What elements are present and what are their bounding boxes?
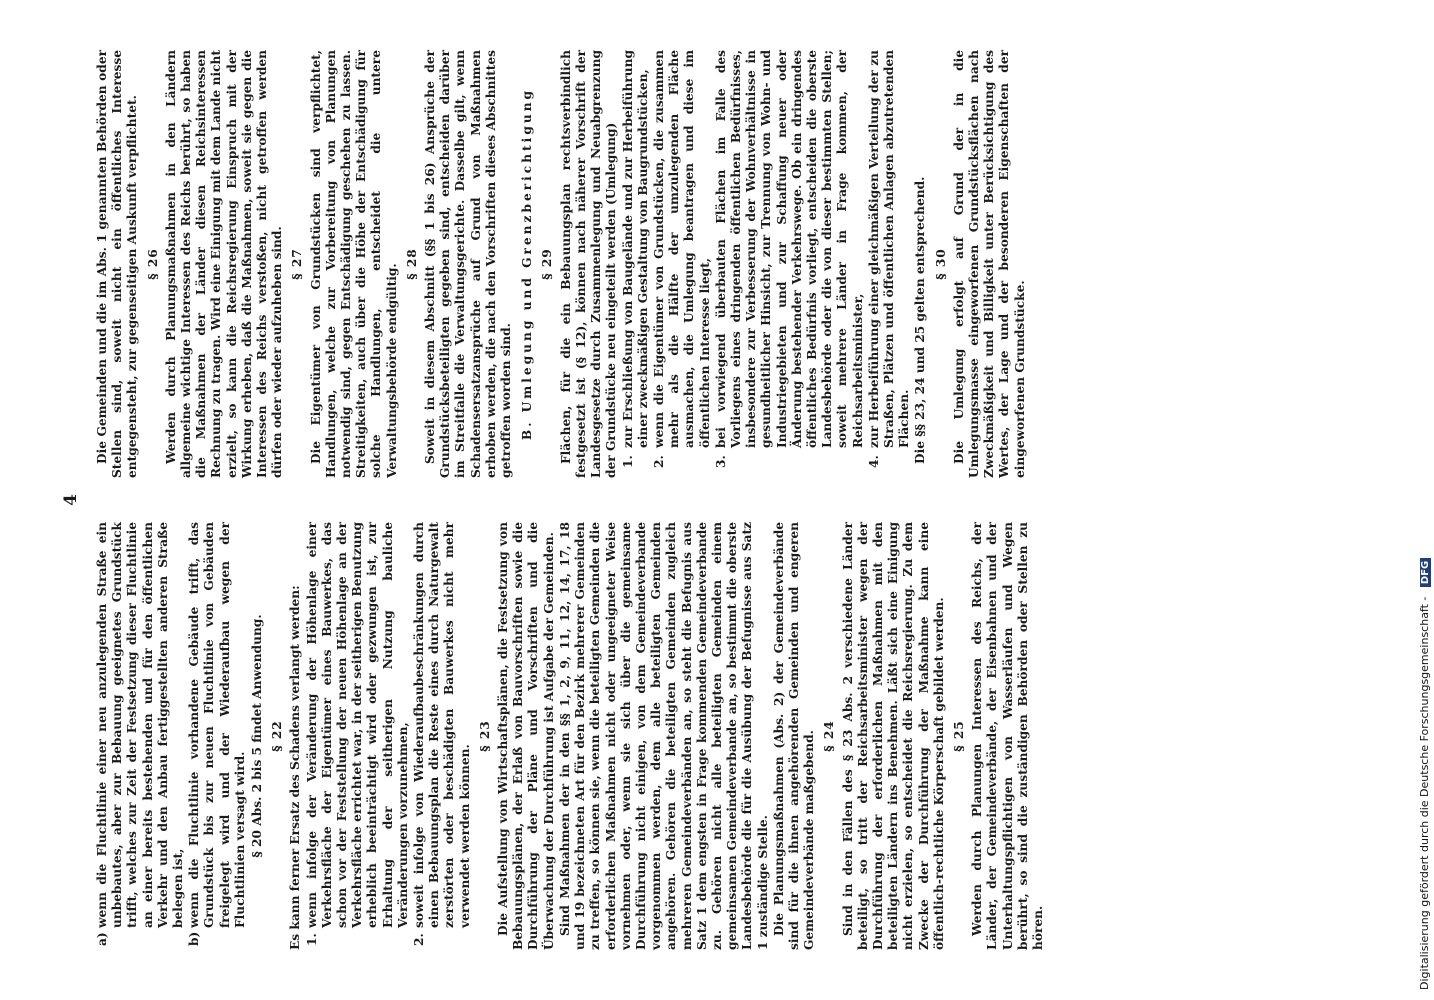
list-item-2 (652, 50, 713, 478)
reference-line: § 20 Abs. 2 bis 5 findet Anwendung. (250, 614, 265, 858)
list-text: zur Erschließung von Baugelände und zur Herbeiführung einer zweckmäßigen Gestaltung von Baugrundstücken, (620, 50, 650, 448)
list-marker: a) (95, 932, 109, 946)
page-number: 4 (61, 494, 81, 506)
list-text: wenn die Eigentümer von Grundstücken, die zusammen mehr als die Hälfte der umzulegenden Fläche ausmachen, die Umlegung beantragen und diese im öffentlichen Interesse liegt, (651, 50, 712, 448)
list-text: soweit infolge von Wiederaufbaubeschränkungen durch einen Bebauungsplan die Reste eines durch Naturgewalt zerstörten oder beschädigten Bauwerkes nicht mehr verwendet werden können. (412, 522, 472, 928)
list-text: wenn infolge der Veränderung der Höhenlage einer Verkehrsfläche der Eigentümer eines Bauwerkes, das schon vor der Feststellung der neuen Höhenlage an der Verkehrsfläche errichtet war, in der seitherigen Benutzung erheblich beeinträchtigt wird oder gezwungen ist, zur Erhaltung der seitherigen Nutzung bauliche Veränderungen vorzunehmen, (304, 522, 410, 928)
paragraph: Soweit in diesem Abschnitt (§§ 1 bis 26) Ansprüche der Grundstücksbeteiligten gegeben sind, entscheiden darüber im Streitfalle die Verwaltungsgerichte. Dasselbe gilt, wenn Schadensersatzansprüche auf Grund von Maßnahmen erhoben werden, die nach den Vorschriften dieses Abschnittes getroffen worden sind. (423, 50, 514, 478)
list-item-2 (412, 522, 473, 950)
digitization-text: Digitalisierung gefördert durch die Deutsche Forschungsgemeinschaft - (1418, 596, 1431, 990)
list-marker: 4. (866, 455, 881, 468)
list-marker: b) (187, 931, 202, 946)
paragraph: Es kann ferner Ersatz des Schadens verlangt werden: (288, 585, 303, 950)
section-heading-29: § 29 (540, 248, 555, 280)
list-item-b (187, 522, 248, 950)
section-heading-28: § 28 (404, 248, 419, 280)
list-marker: 1. (304, 933, 319, 946)
digitization-note (1418, 10, 1431, 990)
list-text: wenn die Fluchtlinie vorhandene Gebäude trifft, das Grundstück bis zur neuen Fluchtlinie von Gebäuden freigelegt wird und der Wiederaufbau wegen der Fluchtlinien versagt wird. (187, 522, 247, 928)
list-item-4 (867, 50, 913, 478)
rotated-print-page (55, 50, 1434, 950)
section-heading-23: § 23 (477, 720, 492, 752)
list-marker: 2. (651, 455, 666, 468)
dfg-logo: DFG (1420, 558, 1431, 587)
paragraph: Die §§ 23, 24 und 25 gelten entsprechend. (913, 176, 928, 464)
paragraph: Werden durch Planungen Interessen des Reichs, der Länder, der Gemeindeverbände, der Eisenbahnen und der Unterhaltungspflichtigen von Wasserläufen und Wegen berührt, so sind die zuständigen Behörden oder Stellen zu hören. (970, 522, 1045, 950)
list-text: zur Herbeiführung einer gleichmäßigen Verteilung der zu Straßen, Plätzen und öffentlichen Anlagen abzutretenden Flächen. (866, 50, 912, 448)
list-text: bei vorwiegend überbauten Flächen im Falle des Vorliegens eines dringenden öffentlichen Bedürfnisses, insbesondere zur Verbesserung der Wohnverhältnisse in gesundheitlicher Hinsicht, zur Trennung von Wohn- und Industriegebieten und zur Schaffung neuer oder Änderung bestehender Verkehrswege. Ob ein dringendes öffentliches Bedürfnis vorliegt, entscheiden die oberste Landesbehörde oder die von dieser bestimmten Stellen; soweit mehrere Länder in Frage kommen, der Reichsarbeitsminister, (713, 50, 865, 448)
paragraph: Werden durch Planungsmaßnahmen in den Ländern allgemeine wichtige Interessen des Reichs berührt, so haben die Maßnahmen der Länder diesen Reichsinteressen Rechnung zu tragen. Wird eine Einigung mit dem Lande nicht erzielt, so kann die Reichsregierung Einspruch mit der Wirkung erheben, daß die Maßnahmen, soweit sie gegen die Interessen des Reichs verstoßen, nicht getroffen werden dürfen oder wieder aufzuheben sind. (163, 50, 285, 478)
left-column (95, 522, 1047, 950)
paragraph: Die Aufstellung von Wirtschaftsplänen, die Festsetzung von Bebauungsplänen, der Erlaß von Bauvorschriften sowie die Durchführung der Pläne und Vorschriften und die Überwachung der Durchführung ist Aufgabe der Gemeinden. (496, 522, 556, 950)
list-marker: 3. (713, 455, 728, 468)
paragraph: Flächen, für die ein Bebauungsplan rechtsverbindlich festgesetzt ist (§ 12), können nach näherer Vorschrift der Landesgesetze durch Zusammenlegung und Neuabgrenzung der Grundstücke neu eingeteilt werden (Umlegung) (558, 50, 619, 478)
list-item-1 (621, 50, 651, 478)
section-heading-25: § 25 (951, 720, 966, 752)
paragraph: Die Planungsmaßnahmen (Abs. 2) der Gemeindeverbände sind für die ihnen angehörenden Gemeinden und engeren Gemeindeverbände maßgebend. (771, 522, 817, 950)
paragraph: Die Umlegung erfolgt auf Grund der in die Umlegungsmasse eingeworfenen Grundstücksflächen nach Zweckmäßigkeit und Billigkeit unter Berücksichtigung des Wertes, der Lage und der besonderen Eigenschaften der eingeworfenen Grundstücke. (951, 50, 1027, 478)
section-heading-26: § 26 (145, 248, 160, 280)
paragraph: Sind in den Fällen des § 23 Abs. 2 verschiedene Länder beteiligt, so tritt der Reichsarbeitsminister wegen der Durchführung der erforderlichen Maßnahmen mit den beteiligten Ländern ins Benehmen. Läßt sich eine Einigung nicht erzielen, so entscheidet die Reichsregierung. Zu dem Zwecke der Durchführung der Maßnahme kann eine öffentlich-rechtliche Körperschaft gebildet werden. (840, 522, 946, 950)
paragraph: Die Gemeinden und die im Abs. 1 genannten Behörden oder Stellen sind, soweit nicht ein öffentliches Interesse entgegensteht, zur gegenseitigen Auskunft verpflichtet. (95, 50, 140, 478)
list-item-a (95, 522, 186, 950)
section-heading-30: § 30 (933, 248, 948, 280)
list-marker: 2. (412, 933, 427, 946)
list-item-1 (305, 522, 411, 950)
section-heading-24: § 24 (822, 720, 837, 752)
paragraph: Sind Maßnahmen der in den §§ 1, 2, 9, 11, 12, 14, 17, 18 und 19 bezeichneten Art für den Bezirk mehrerer Gemeinden zu treffen, so können sie, wenn die beteiligten Gemeinden die erforderlichen Maßnahmen nicht oder ungeeigneter Weise vornehmen oder, wenn sie sich über die gemeinsame Durchführung nicht einigen, von dem Gemeindeverbande vorgenommen werden, dem alle beteiligten Gemeinden angehören. Gehören die beteiligten Gemeinden zugleich mehreren Gemeindeverbänden an, so steht die Befugnis aus Satz 1 dem engsten in Frage kommenden Gemeindeverbande zu. Gehören nicht alle beteiligten Gemeinden einem gemeinsamen Gemeindeverbande an, so bestimmt die oberste Landesbehörde die für die Ausübung der Befugnisse aus Satz 1 zuständige Stelle. (557, 522, 770, 950)
list-item-3 (714, 50, 866, 478)
section-heading-27: § 27 (290, 248, 305, 280)
right-column (95, 50, 1029, 478)
chapter-heading-b: B. Umlegung und Grenzberichtigung (520, 87, 535, 441)
list-text: wenn die Fluchtlinie einer neu anzulegenden Straße ein unbebautes, aber zur Bebauung geeignetes Grundstück trifft, welches zur Zeit der Festsetzung dieser Fluchtlinie an einer bereits bestehenden und für den öffentlichen Verkehr und den Anbau fertiggestellten anderen Straße belegen ist, (95, 522, 186, 928)
section-heading-22: § 22 (270, 720, 285, 752)
list-marker: 1. (620, 455, 635, 468)
paragraph: Die Eigentümer von Grundstücken sind verpflichtet, Handlungen, welche zur Vorbereitung von Planungen notwendig sind, gegen Entschädigung geschehen zu lassen. Streitigkeiten, auch über die Höhe der Entschädigung für solche Handlungen, entscheidet die untere Verwaltungsbehörde endgültig. (308, 50, 399, 478)
